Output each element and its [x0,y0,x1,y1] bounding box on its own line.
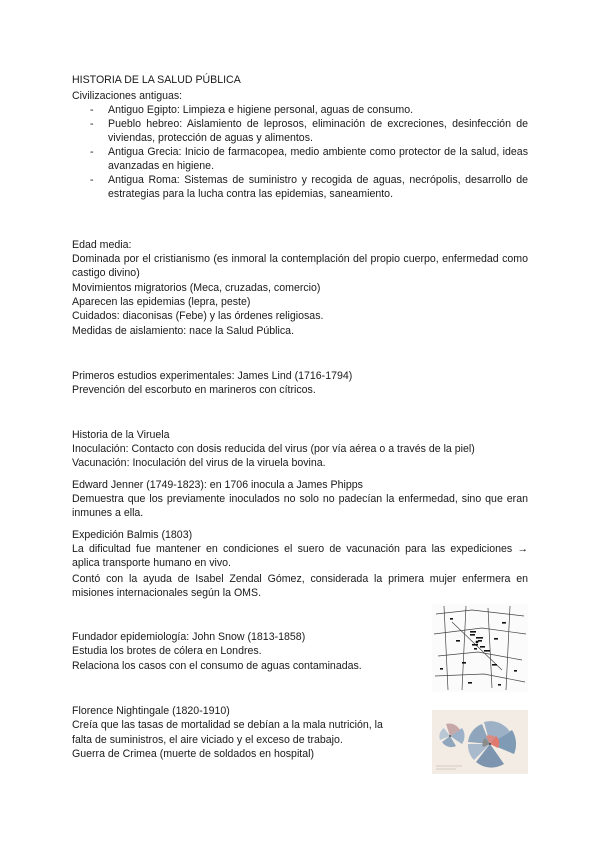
jenner-line: Edward Jenner (1749-1823): en 1706 inocula a James Phipps [72,479,363,491]
middle-ages-line: Aparecen las epidemias (lepra, peste) [72,296,251,308]
middle-ages-line: Dominada por el cristianismo (es inmoral la contemplación del propio cuerpo, enfermedad como castigo divino) [72,253,528,279]
snow-line: Relaciona los casos con el consumo de aguas contaminadas. [72,660,362,672]
balmis-line: La dificultad fue mantener en condiciones el suero de vacunación para las expediciones → aplica transporte humano en vivo. [72,543,528,569]
list-item: - Pueblo hebreo: Aislamiento de leprosos, eliminación de excreciones, desinfección de viviendas, protección de aguas y alimentos. [72,117,528,145]
snow-line: Estudia los brotes de cólera en Londres. [72,645,262,657]
nightingale-line: Creía que las tasas de mortalidad se debían a la mala nutrición, la [72,719,383,731]
page-title: HISTORIA DE LA SALUD PÚBLICA [72,74,241,86]
balmis-heading: Expedición Balmis (1803) [72,529,193,541]
list-item: - Antiguo Egipto: Limpieza e higiene personal, aguas de consumo. [72,103,528,117]
snow-line: Fundador epidemiología: John Snow (1813-1858) [72,631,306,643]
list-item: - Antigua Roma: Sistemas de suministro y recogida de aguas, necrópolis, desarrollo de estrategias para la lucha contra las epidemias, saneamiento. [72,173,528,201]
ancient-heading: Civilizaciones antiguas: [72,90,183,102]
smallpox-inoculation: Inoculación: Contacto con dosis reducida del virus (por vía aérea o a través de la piel) [72,443,475,455]
nightingale-line: Guerra de Crimea (muerte de soldados en hospital) [72,748,315,760]
balmis-line: Contó con la ayuda de Isabel Zendal Gómez, considerada la primera mujer enfermera en misiones internacionales según la OMS. [72,573,528,599]
jenner-line: Demuestra que los previamente inoculados no solo no padecían la enfermedad, sino que eran inmunes a ella. [72,493,528,519]
middle-ages-line: Movimientos migratorios (Meca, cruzadas, comercio) [72,282,321,294]
rose-diagram-icon [432,710,528,774]
smallpox-heading: Historia de la Viruela [72,429,170,441]
cholera-map-icon [432,604,528,692]
middle-ages-line: Cuidados: diaconisas (Febe) y las órdenes religiosas. [72,310,324,322]
nightingale-line: Florence Nightingale (1820-1910) [72,705,230,717]
list-item: - Antigua Grecia: Inicio de farmacopea, medio ambiente como protector de la salud, ideas avanzadas en higiene. [72,145,528,173]
experimental-line: Primeros estudios experimentales: James Lind (1716-1794) [72,370,353,382]
middle-ages-line: Medidas de aislamiento: nace la Salud Pública. [72,325,295,337]
nightingale-line: falta de suministros, el aire viciado y el exceso de trabajo. [72,734,343,746]
experimental-line: Prevención del escorbuto en marineros con cítricos. [72,384,316,396]
smallpox-vaccination: Vacunación: Inoculación del virus de la viruela bovina. [72,457,326,469]
middle-ages-heading: Edad media: [72,239,132,251]
ancient-list [72,103,528,201]
